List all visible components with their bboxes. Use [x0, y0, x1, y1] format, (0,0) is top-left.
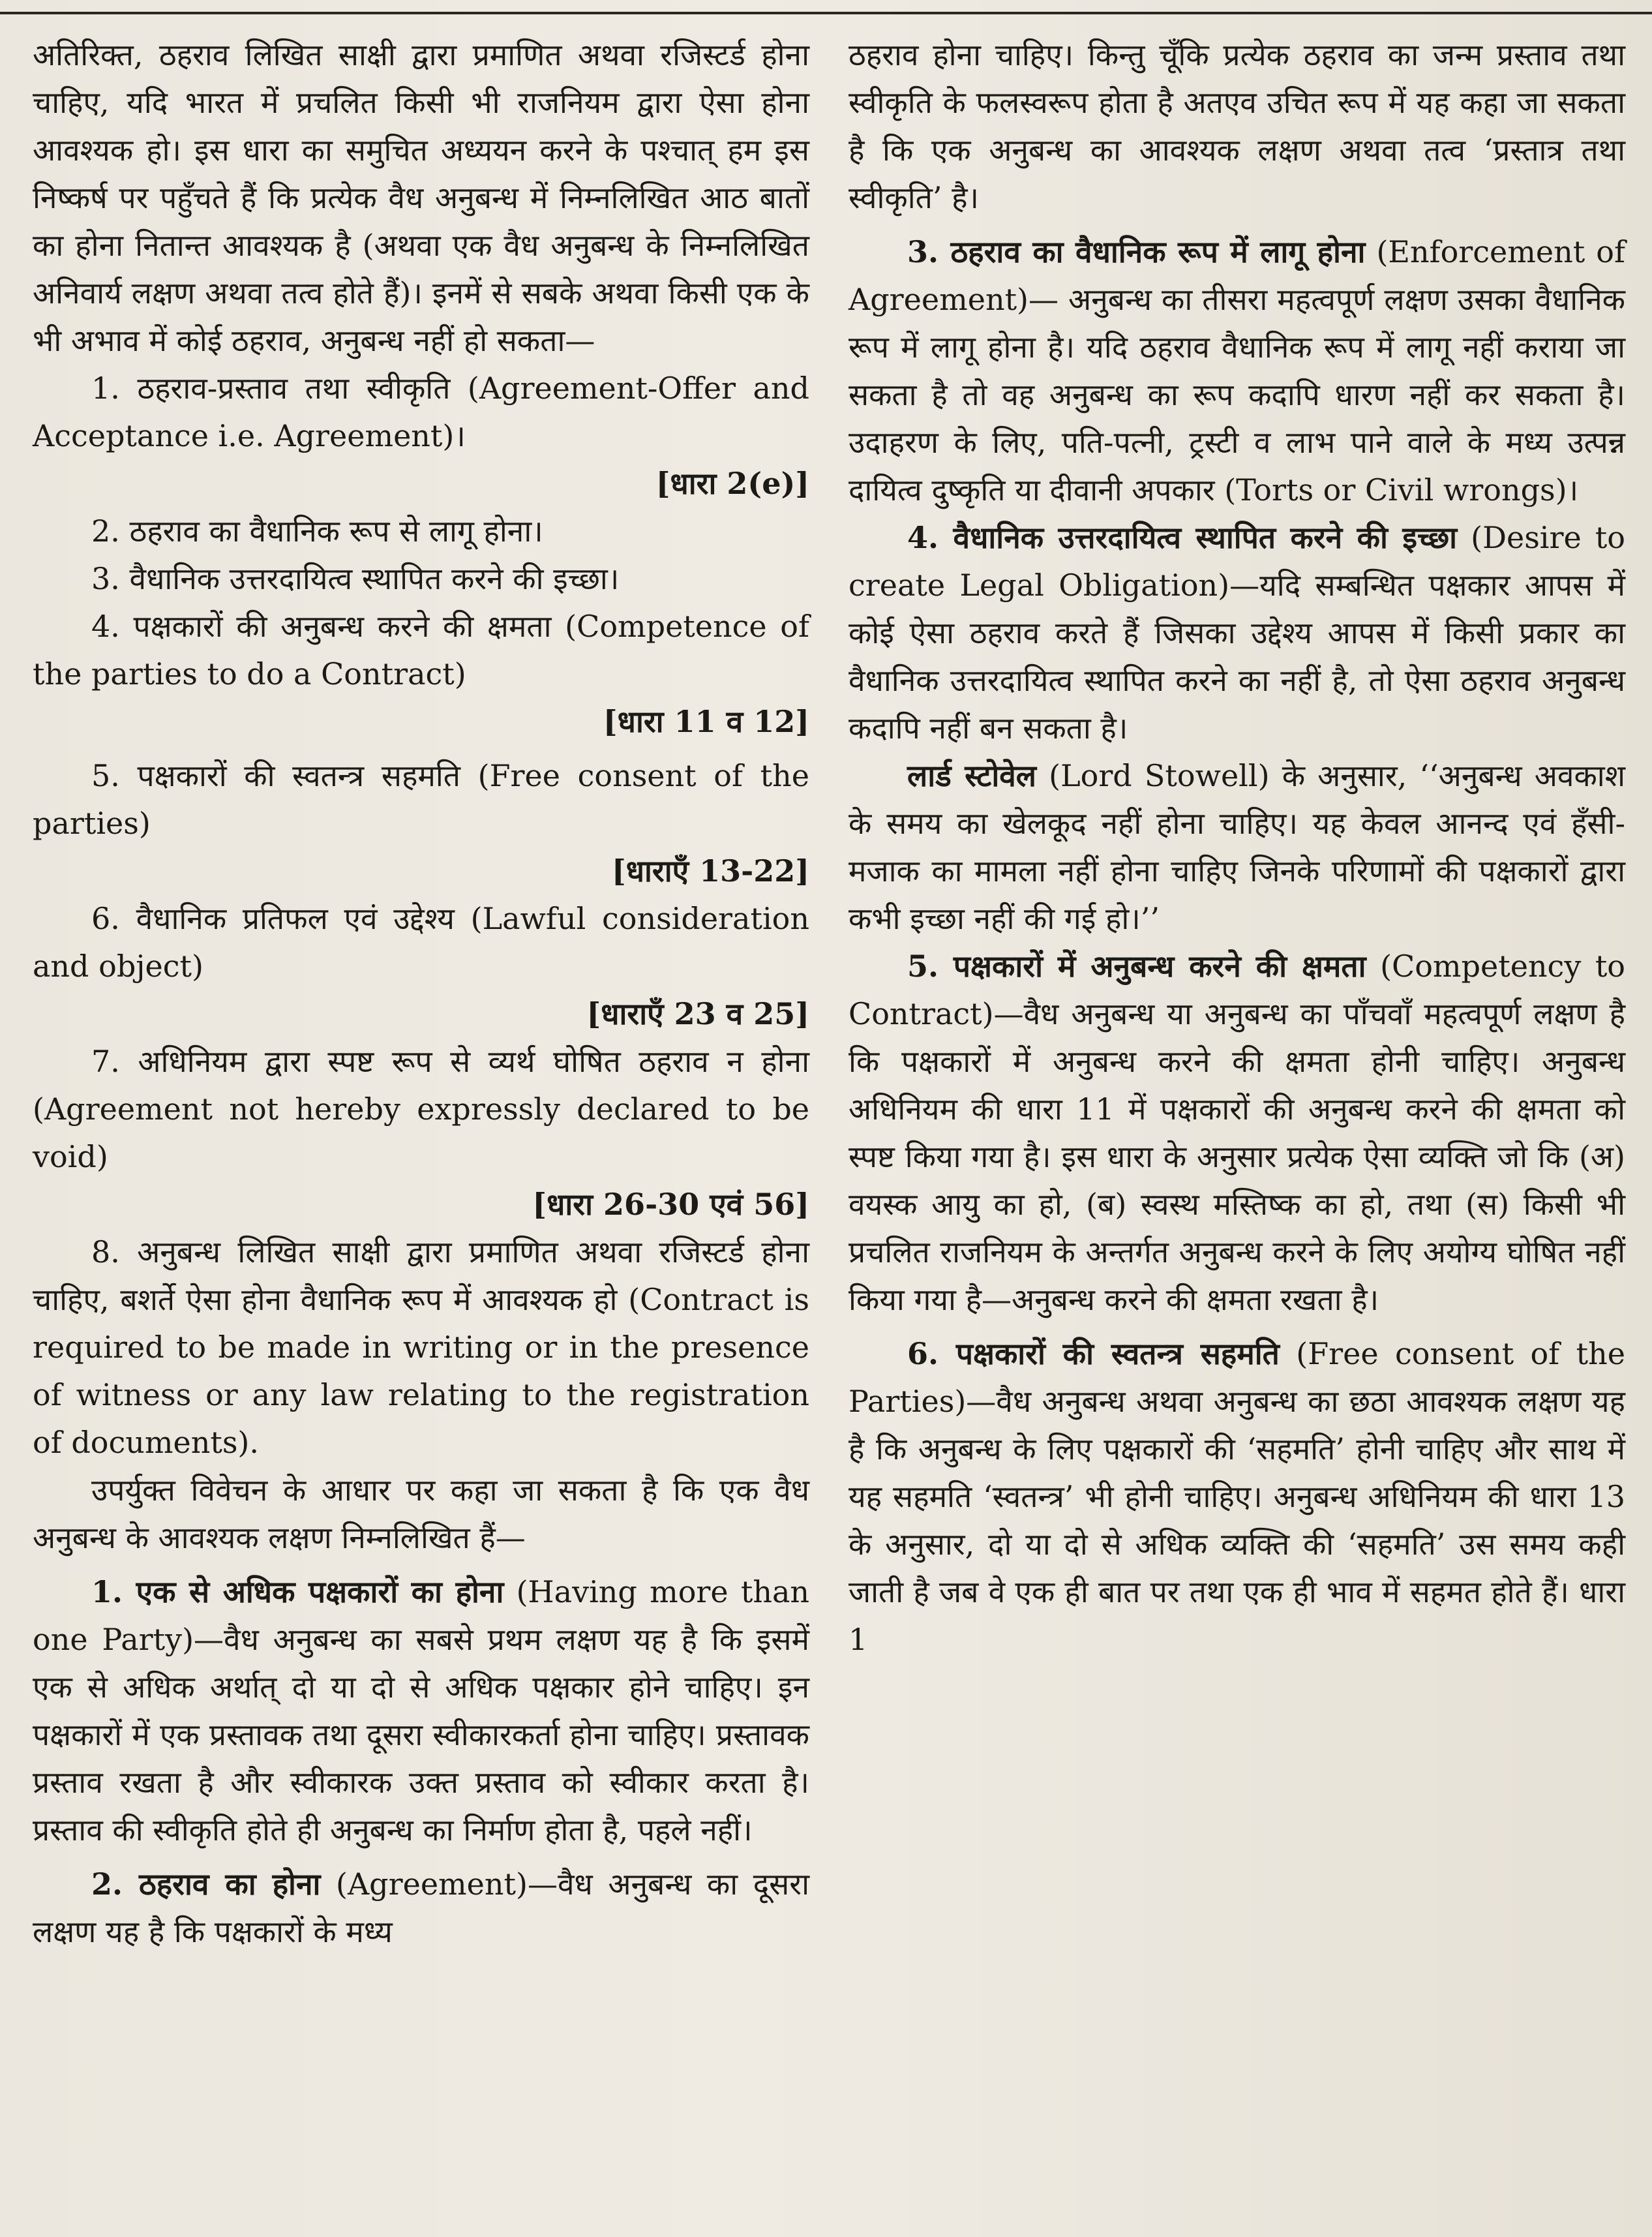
section-2	[33, 1861, 809, 1956]
section-reference-7: [धारा 26-30 एवं 56]	[532, 1187, 809, 1222]
section-3-heading: 3. ठहराव का वैधानिक रूप में लागू होना	[907, 234, 1366, 269]
right-column	[849, 31, 1625, 1956]
quote-text: (Lord Stowell) के अनुसार, ‘‘अनुबन्ध अवकाश के समय का खेलकूद नहीं होना चाहिए। यह केवल आनन्द एवं हँसी-मजाक का मामला नहीं होना चाहिए जिनके परिणामों की पक्षकारों द्वारा कभी इच्छा नहीं की गई हो।’’	[849, 758, 1626, 936]
list-item-8: 8. अनुबन्ध लिखित साक्षी द्वारा प्रमाणित अथवा रजिस्टर्ड होना चाहिए, बशर्ते ऐसा होना वैधानिक रूप में आवश्यक हो (Contract is required to be made in writing or in the presence of witness or any law relating to the registration of documents).	[33, 1234, 809, 1460]
list-item-6: 6. वैधानिक प्रतिफल एवं उद्देश्य (Lawful consideration and object)	[33, 901, 809, 984]
continued-paragraph: ठहराव होना चाहिए। किन्तु चूँकि प्रत्येक ठहराव का जन्म प्रस्ताव तथा स्वीकृति के फलस्वरूप होता है अतएव उचित रूप में यह कहा जा सकता है कि एक अनुबन्ध का आवश्यक लक्षण अथवा तत्व ‘प्रस्तात्र तथा स्वीकृति’ है।	[849, 37, 1625, 215]
list-item-4: 4. पक्षकारों की अनुबन्ध करने की क्षमता (Competence of the parties to do a Contract)	[33, 609, 809, 692]
section-1	[33, 1568, 809, 1854]
section-5	[849, 943, 1625, 1324]
section-4-text: (Desire to create Legal Obligation)—यदि सम्बन्धित पक्षकार आपस में कोई ऐसा ठहराव करते हैं जिसका उद्देश्य आपस में किसी प्रकार का वैधानिक उत्तरदायित्व स्थापित करने का नहीं है, तो ऐसा ठहराव अनुबन्ध कदापि नहीं बन सकता है।	[849, 520, 1625, 746]
page-header-rule	[0, 0, 1652, 14]
section-6	[849, 1330, 1625, 1664]
section-5-heading: 5. पक्षकारों में अनुबन्ध करने की क्षमता	[907, 949, 1366, 984]
section-3	[849, 228, 1625, 514]
section-2-heading: 2. ठहराव का होना	[91, 1866, 321, 1902]
quote-author: लार्ड स्टोवेल	[907, 758, 1036, 793]
section-reference-6: [धाराएँ 23 व 25]	[586, 996, 809, 1031]
two-column-body	[33, 31, 1626, 1956]
section-6-text: (Free consent of the Parties)—वैध अनुबन्ध अथवा अनुबन्ध का छठा आवश्यक लक्षण यह है कि अनुबन्ध के लिए पक्षकारों की ‘सहमति’ होनी चाहिए और साथ में यह सहमति ‘स्वतन्त्र’ भी होनी चाहिए। अनुबन्ध अधिनियम की धारा 13 के अनुसार, दो या दो से अधिक व्यक्ति की ‘सहमति’ उस समय कही जाती है जब वे एक ही बात पर तथा एक ही भाव में सहमत होते हैं। धारा 1	[849, 1336, 1625, 1657]
section-reference-4: [धारा 11 व 12]	[603, 704, 809, 739]
section-4	[849, 514, 1625, 752]
section-reference-1: [धारा 2(e)]	[655, 466, 809, 501]
quote-paragraph	[849, 752, 1625, 943]
left-column	[33, 31, 809, 1956]
section-5-text: (Competency to Contract)—वैध अनुबन्ध या अनुबन्ध का पाँचवाँ महत्वपूर्ण लक्षण है कि पक्षकारों में अनुबन्ध करने की क्षमता होनी चाहिए। अनुबन्ध अधिनियम की धारा 11 में पक्षकारों की अनुबन्ध करने की क्षमता को स्पष्ट किया गया है। इस धारा के अनुसार प्रत्येक ऐसा व्यक्ति जो कि (अ) वयस्क आयु का हो, (ब) स्वस्थ मस्तिष्क का हो, तथा (स) किसी भी प्रचलित राजनियम के अन्तर्गत अनुबन्ध करने के लिए अयोग्य घोषित नहीं किया गया है—अनुबन्ध करने की क्षमता रखता है।	[849, 949, 1625, 1317]
intro-paragraph: अतिरिक्त, ठहराव लिखित साक्षी द्वारा प्रमाणित अथवा रजिस्टर्ड होना चाहिए, यदि भारत में प्रचलित किसी भी राजनियम द्वारा ऐसा होना आवश्यक हो। इस धारा का समुचित अध्ययन करने के पश्चात् हम इस निष्कर्ष पर पहुँचते हैं कि प्रत्येक वैध अनुबन्ध में निम्नलिखित आठ बातों का होना नितान्त आवश्यक है (अथवा एक वैध अनुबन्ध के निम्नलिखित अनिवार्य लक्षण अथवा तत्व होते हैं)। इनमें से सबके अथवा किसी एक के भी अभाव में कोई ठहराव, अनुबन्ध नहीं हो सकता—	[33, 37, 809, 358]
section-3-text: (Enforcement of Agreement)— अनुबन्ध का तीसरा महत्वपूर्ण लक्षण उसका वैधानिक रूप में लागू होना है। यदि ठहराव वैधानिक रूप में लागू नहीं कराया जा सकता है तो वह अनुबन्ध का रूप कदापि धारण नहीं कर सकता है। उदाहरण के लिए, पति-पत्नी, ट्रस्टी व लाभ पाने वाले के मध्य उत्पन्न दायित्व दुष्कृति या दीवानी अपकार (Torts or Civil wrongs)।	[849, 234, 1625, 508]
summary-paragraph: उपर्युक्त विवेचन के आधार पर कहा जा सकता है कि एक वैध अनुबन्ध के आवश्यक लक्षण निम्नलिखित हैं—	[33, 1472, 809, 1555]
list-item-1: 1. ठहराव-प्रस्ताव तथा स्वीकृति (Agreement-Offer and Acceptance i.e. Agreement)।	[33, 371, 809, 453]
section-6-heading: 6. पक्षकारों की स्वतन्त्र सहमति	[907, 1336, 1280, 1371]
section-2-text: (Agreement)—वैध अनुबन्ध का दूसरा लक्षण यह है कि पक्षकारों के मध्य	[33, 1866, 809, 1949]
section-reference-5: [धाराएँ 13-22]	[611, 853, 809, 889]
list-item-5: 5. पक्षकारों की स्वतन्त्र सहमति (Free consent of the parties)	[33, 758, 809, 841]
section-4-heading: 4. वैधानिक उत्तरदायित्व स्थापित करने की इच्छा	[907, 520, 1458, 555]
list-item-3: 3. वैधानिक उत्तरदायित्व स्थापित करने की इच्छा।	[91, 561, 620, 596]
section-1-text: (Having more than one Party)—वैध अनुबन्ध का सबसे प्रथम लक्षण यह है कि इसमें एक से अधिक अर्थात् दो या दो से अधिक पक्षकार होने चाहिए। इन पक्षकारों में एक प्रस्तावक तथा दूसरा स्वीकारकर्ता होना चाहिए। प्रस्तावक प्रस्ताव रखता है और स्वीकारक उक्त प्रस्ताव को स्वीकार करता है। प्रस्ताव की स्वीकृति होते ही अनुबन्ध का निर्माण होता है, पहले नहीं।	[33, 1574, 809, 1848]
list-item-2: 2. ठहराव का वैधानिक रूप से लागू होना।	[91, 513, 543, 549]
section-1-heading: 1. एक से अधिक पक्षकारों का होना	[91, 1574, 504, 1609]
list-item-7: 7. अधिनियम द्वारा स्पष्ट रूप से व्यर्थ घोषित ठहराव न होना (Agreement not hereby expressly declared to be void)	[33, 1044, 809, 1174]
